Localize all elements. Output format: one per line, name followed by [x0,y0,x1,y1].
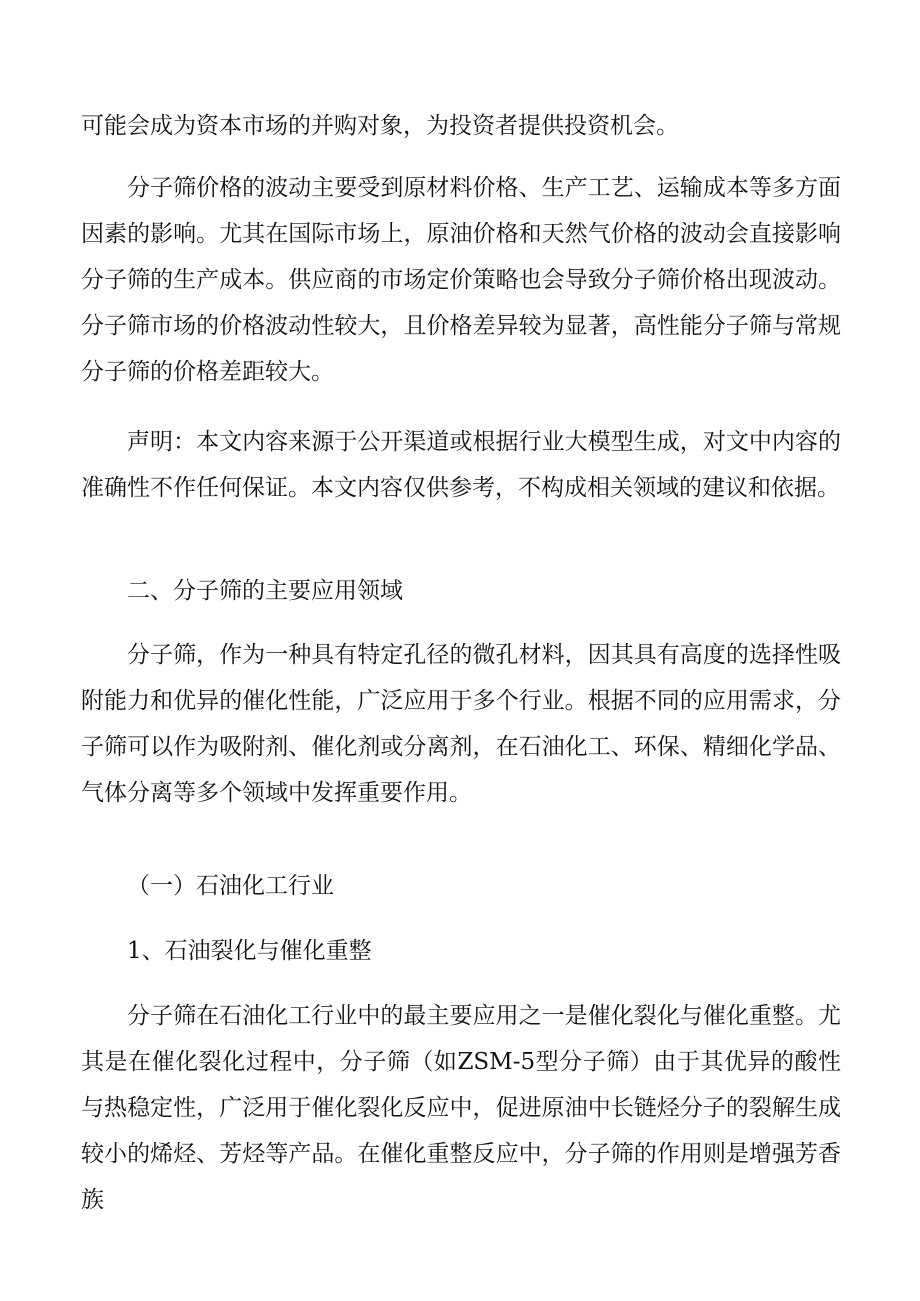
paragraph-price-fluctuation: 分子筛价格的波动主要受到原材料价格、生产工艺、运输成本等多方面因素的影响。尤其在国际市场上，原油价格和天然气价格的波动会直接影响分子筛的生产成本。供应商的市场定价策略也会导致分子筛价格出现波动。分子筛市场的价格波动性较大，且价格差异较为显著，高性能分子筛与常规分子筛的价格差距较大。 [81,175,841,385]
paragraph-continued: 可能会成为资本市场的并购对象，为投资者提供投资机会。 [81,113,679,139]
section-heading: 二、分子筛的主要应用领域 [127,578,403,604]
paragraph-catalytic-cracking: 分子筛在石油化工行业中的最主要应用之一是催化裂化与催化重整。尤其是在催化裂化过程中，分子筛（如ZSM-5型分子筛）由于其优异的酸性与热稳定性，广泛用于催化裂化反应中，促进原油中长链烃分子的裂解生成较小的烯烃、芳烃等产品。在催化重整反应中，分子筛的作用则是增强芳香族 [81,1003,841,1213]
paragraph-disclaimer: 声明：本文内容来源于公开渠道或根据行业大模型生成，对文中内容的准确性不作任何保证。本文内容仅供参考，不构成相关领域的建议和依据。 [81,429,841,501]
subsection-heading: （一）石油化工行业 [127,873,334,899]
item-heading: 1、石油裂化与催化重整 [127,938,372,964]
paragraph-applications-intro: 分子筛，作为一种具有特定孔径的微孔材料，因其具有高度的选择性吸附能力和优异的催化性能，广泛应用于多个行业。根据不同的应用需求，分子筛可以作为吸附剂、催化剂或分离剂，在石油化工、环保、精细化学品、气体分离等多个领域中发挥重要作用。 [81,642,841,806]
